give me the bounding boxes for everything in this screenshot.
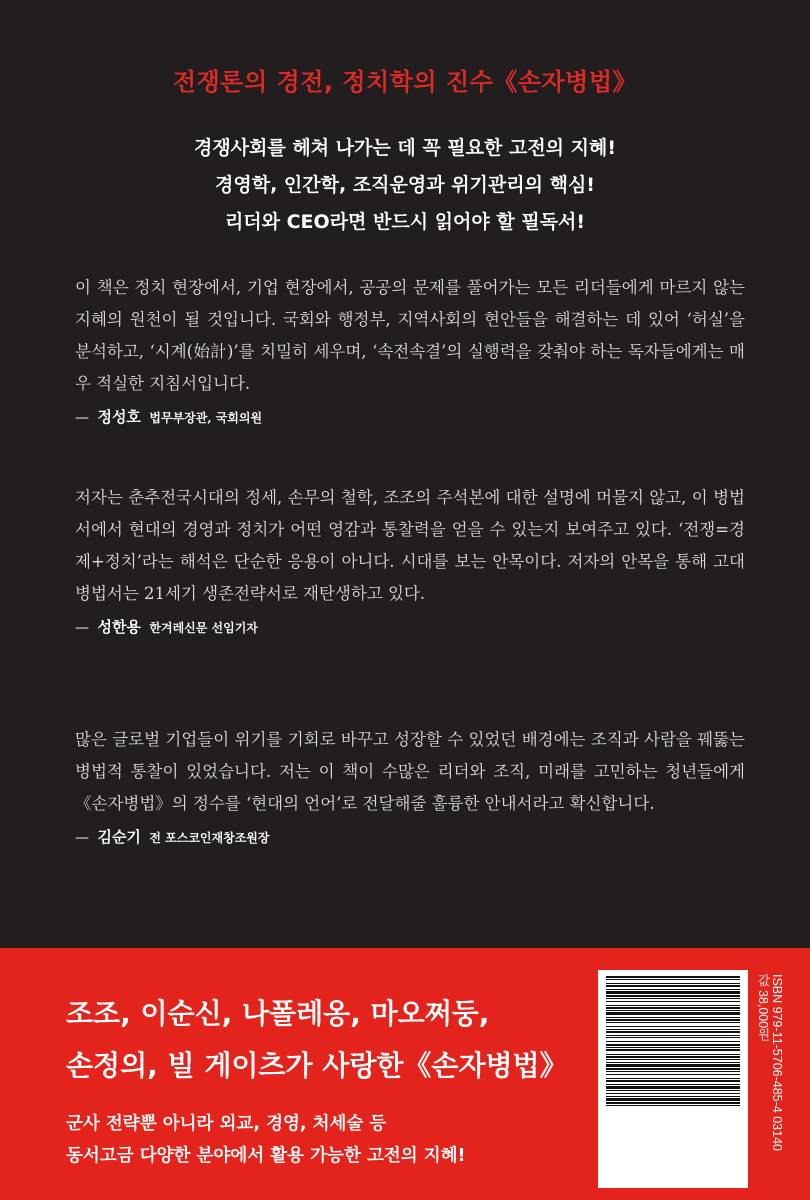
barcode-bar bbox=[606, 1029, 740, 1030]
tagline: 경영학, 인간학, 조직운영과 위기관리의 핵심! bbox=[215, 174, 595, 196]
attribution-dash: — bbox=[75, 410, 89, 426]
isbn-text bbox=[756, 974, 784, 1151]
headline: 전쟁론의 경전, 정치학의 진수《손자병법》 bbox=[172, 68, 638, 96]
barcode-bar bbox=[606, 1054, 740, 1055]
quote-text: 저자는 춘추전국시대의 정세, 손무의 철학, 조조의 주석본에 대한 설명에 머물지 않고, 이 병법서에서 현대의 경영과 정치가 어떤 영감과 통찰력을 얻을 수 있는지 보여주고 있다. ‘전쟁=경제+정치’라는 해석은 단순한 응용이 아니다. 시대를 보는 안목이다. 저자의 안목을 통해 고대 병법서는 21세기 생존전략서로 재탄생하고 있다. bbox=[75, 488, 745, 603]
band-headline-line: 조조, 이순신, 나폴레옹, 마오쩌둥, bbox=[66, 997, 490, 1030]
barcode-bar bbox=[606, 1049, 740, 1051]
barcode-bar bbox=[606, 1080, 740, 1082]
endorsement-quote bbox=[75, 272, 745, 429]
barcode-bar bbox=[606, 1022, 740, 1023]
tagline: 경쟁사회를 헤쳐 나가는 데 꼭 필요한 고전의 지혜! bbox=[193, 137, 617, 159]
quote-text: 많은 글로벌 기업들이 위기를 기회로 바꾸고 성장할 수 있었던 배경에는 조직과 사람을 꿰뚫는 병법적 통찰이 있었습니다. 저는 이 책이 수많은 리더와 조직, 미래를 고민하는 청년들에게《손자병법》의 정수를 ‘현대의 언어’로 전달해줄 훌륭한 안내서라고 확신합니다. bbox=[75, 730, 745, 813]
barcode-bar bbox=[606, 1047, 740, 1048]
barcode-bar bbox=[606, 1074, 740, 1075]
isbn-number: ISBN 979-11-5706-485-4 03140 bbox=[770, 974, 784, 1151]
barcode-bar bbox=[606, 1093, 740, 1094]
barcode-bar bbox=[606, 989, 740, 990]
endorser-role: 한겨레신문 선임기자 bbox=[149, 621, 258, 635]
band-headline-line: 손정의, 빌 게이츠가 사랑한《손자병법》 bbox=[66, 1049, 568, 1082]
barcode-bar bbox=[606, 1041, 740, 1042]
band-subtext-line: 군사 전략뿐 아니라 외교, 경영, 처세술 등 bbox=[66, 1114, 387, 1134]
tagline-group bbox=[0, 130, 810, 241]
barcode-bar bbox=[606, 985, 740, 987]
quote-attribution bbox=[75, 616, 745, 639]
barcode-bars bbox=[598, 970, 748, 1188]
barcode-bar bbox=[606, 1012, 740, 1015]
endorser-name: 성한용 bbox=[97, 618, 141, 636]
barcode-bar bbox=[606, 1068, 740, 1070]
barcode-bar bbox=[606, 1035, 740, 1036]
isbn-block bbox=[748, 970, 788, 1188]
barcode-bar bbox=[606, 1096, 740, 1097]
endorsement-quote bbox=[75, 482, 745, 639]
barcode-bar bbox=[606, 1019, 740, 1021]
barcode-bar bbox=[606, 1026, 740, 1027]
barcode-bar bbox=[606, 1105, 740, 1106]
barcode-bar bbox=[606, 998, 740, 999]
band-headline bbox=[66, 988, 596, 1092]
barcode-bar bbox=[606, 979, 740, 980]
barcode-bar bbox=[606, 991, 740, 994]
tagline: 리더와 CEO라면 반드시 읽어야 할 필독서! bbox=[224, 211, 586, 233]
quote-attribution bbox=[75, 406, 745, 429]
barcode-bar bbox=[606, 1078, 740, 1079]
barcode-bar bbox=[606, 1010, 740, 1011]
barcode-bar bbox=[606, 1007, 740, 1009]
barcode-bar bbox=[606, 1098, 740, 1101]
endorsement-quote bbox=[75, 724, 745, 849]
endorser-name: 정성호 bbox=[97, 408, 141, 426]
quote-text: 이 책은 정치 현장에서, 기업 현장에서, 공공의 문제를 풀어가는 모든 리더들에게 마르지 않는 지혜의 원천이 될 것입니다. 국회와 행정부, 지역사회의 현안들을 해결하는 데 있어 ‘허실’을 분석하고, ‘시계(始計)’를 치밀히 세우며, ‘속전속결’의 실행력을 갖춰야 하는 독자들에게는 매우 적실한 지침서입니다. bbox=[75, 278, 745, 393]
quote-attribution bbox=[75, 826, 745, 849]
barcode-bar bbox=[606, 1031, 740, 1033]
band-subtext bbox=[66, 1108, 606, 1172]
barcode-bar bbox=[606, 1056, 740, 1058]
endorser-role: 법무부장관, 국회의원 bbox=[149, 411, 263, 425]
barcode-bar bbox=[606, 1102, 740, 1104]
barcode-bar bbox=[606, 1017, 740, 1018]
band-subtext-line: 동서고금 다양한 분야에서 활용 가능한 고전의 지혜! bbox=[66, 1146, 466, 1166]
barcode-bar bbox=[606, 1086, 740, 1089]
attribution-dash: — bbox=[75, 620, 89, 636]
barcode-bar bbox=[606, 976, 740, 978]
barcode-bar bbox=[606, 1044, 740, 1046]
barcode bbox=[598, 970, 748, 1188]
barcode-bar bbox=[606, 1037, 740, 1038]
barcode-bar bbox=[606, 983, 740, 984]
endorser-name: 김순기 bbox=[97, 828, 141, 846]
barcode-bar bbox=[606, 1071, 740, 1072]
barcode-bar bbox=[606, 1064, 740, 1067]
attribution-dash: — bbox=[75, 830, 89, 846]
barcode-bar bbox=[606, 1059, 740, 1060]
barcode-bar bbox=[606, 1084, 740, 1085]
barcode-bar bbox=[606, 995, 740, 997]
barcode-bar bbox=[606, 1062, 740, 1063]
endorser-role: 전 포스코인재창조원장 bbox=[149, 831, 270, 845]
barcode-bar bbox=[606, 1001, 740, 1002]
barcode-bar bbox=[606, 1005, 740, 1006]
barcode-bar bbox=[606, 1090, 740, 1091]
isbn-price: 값 38,000원 bbox=[756, 974, 770, 1041]
